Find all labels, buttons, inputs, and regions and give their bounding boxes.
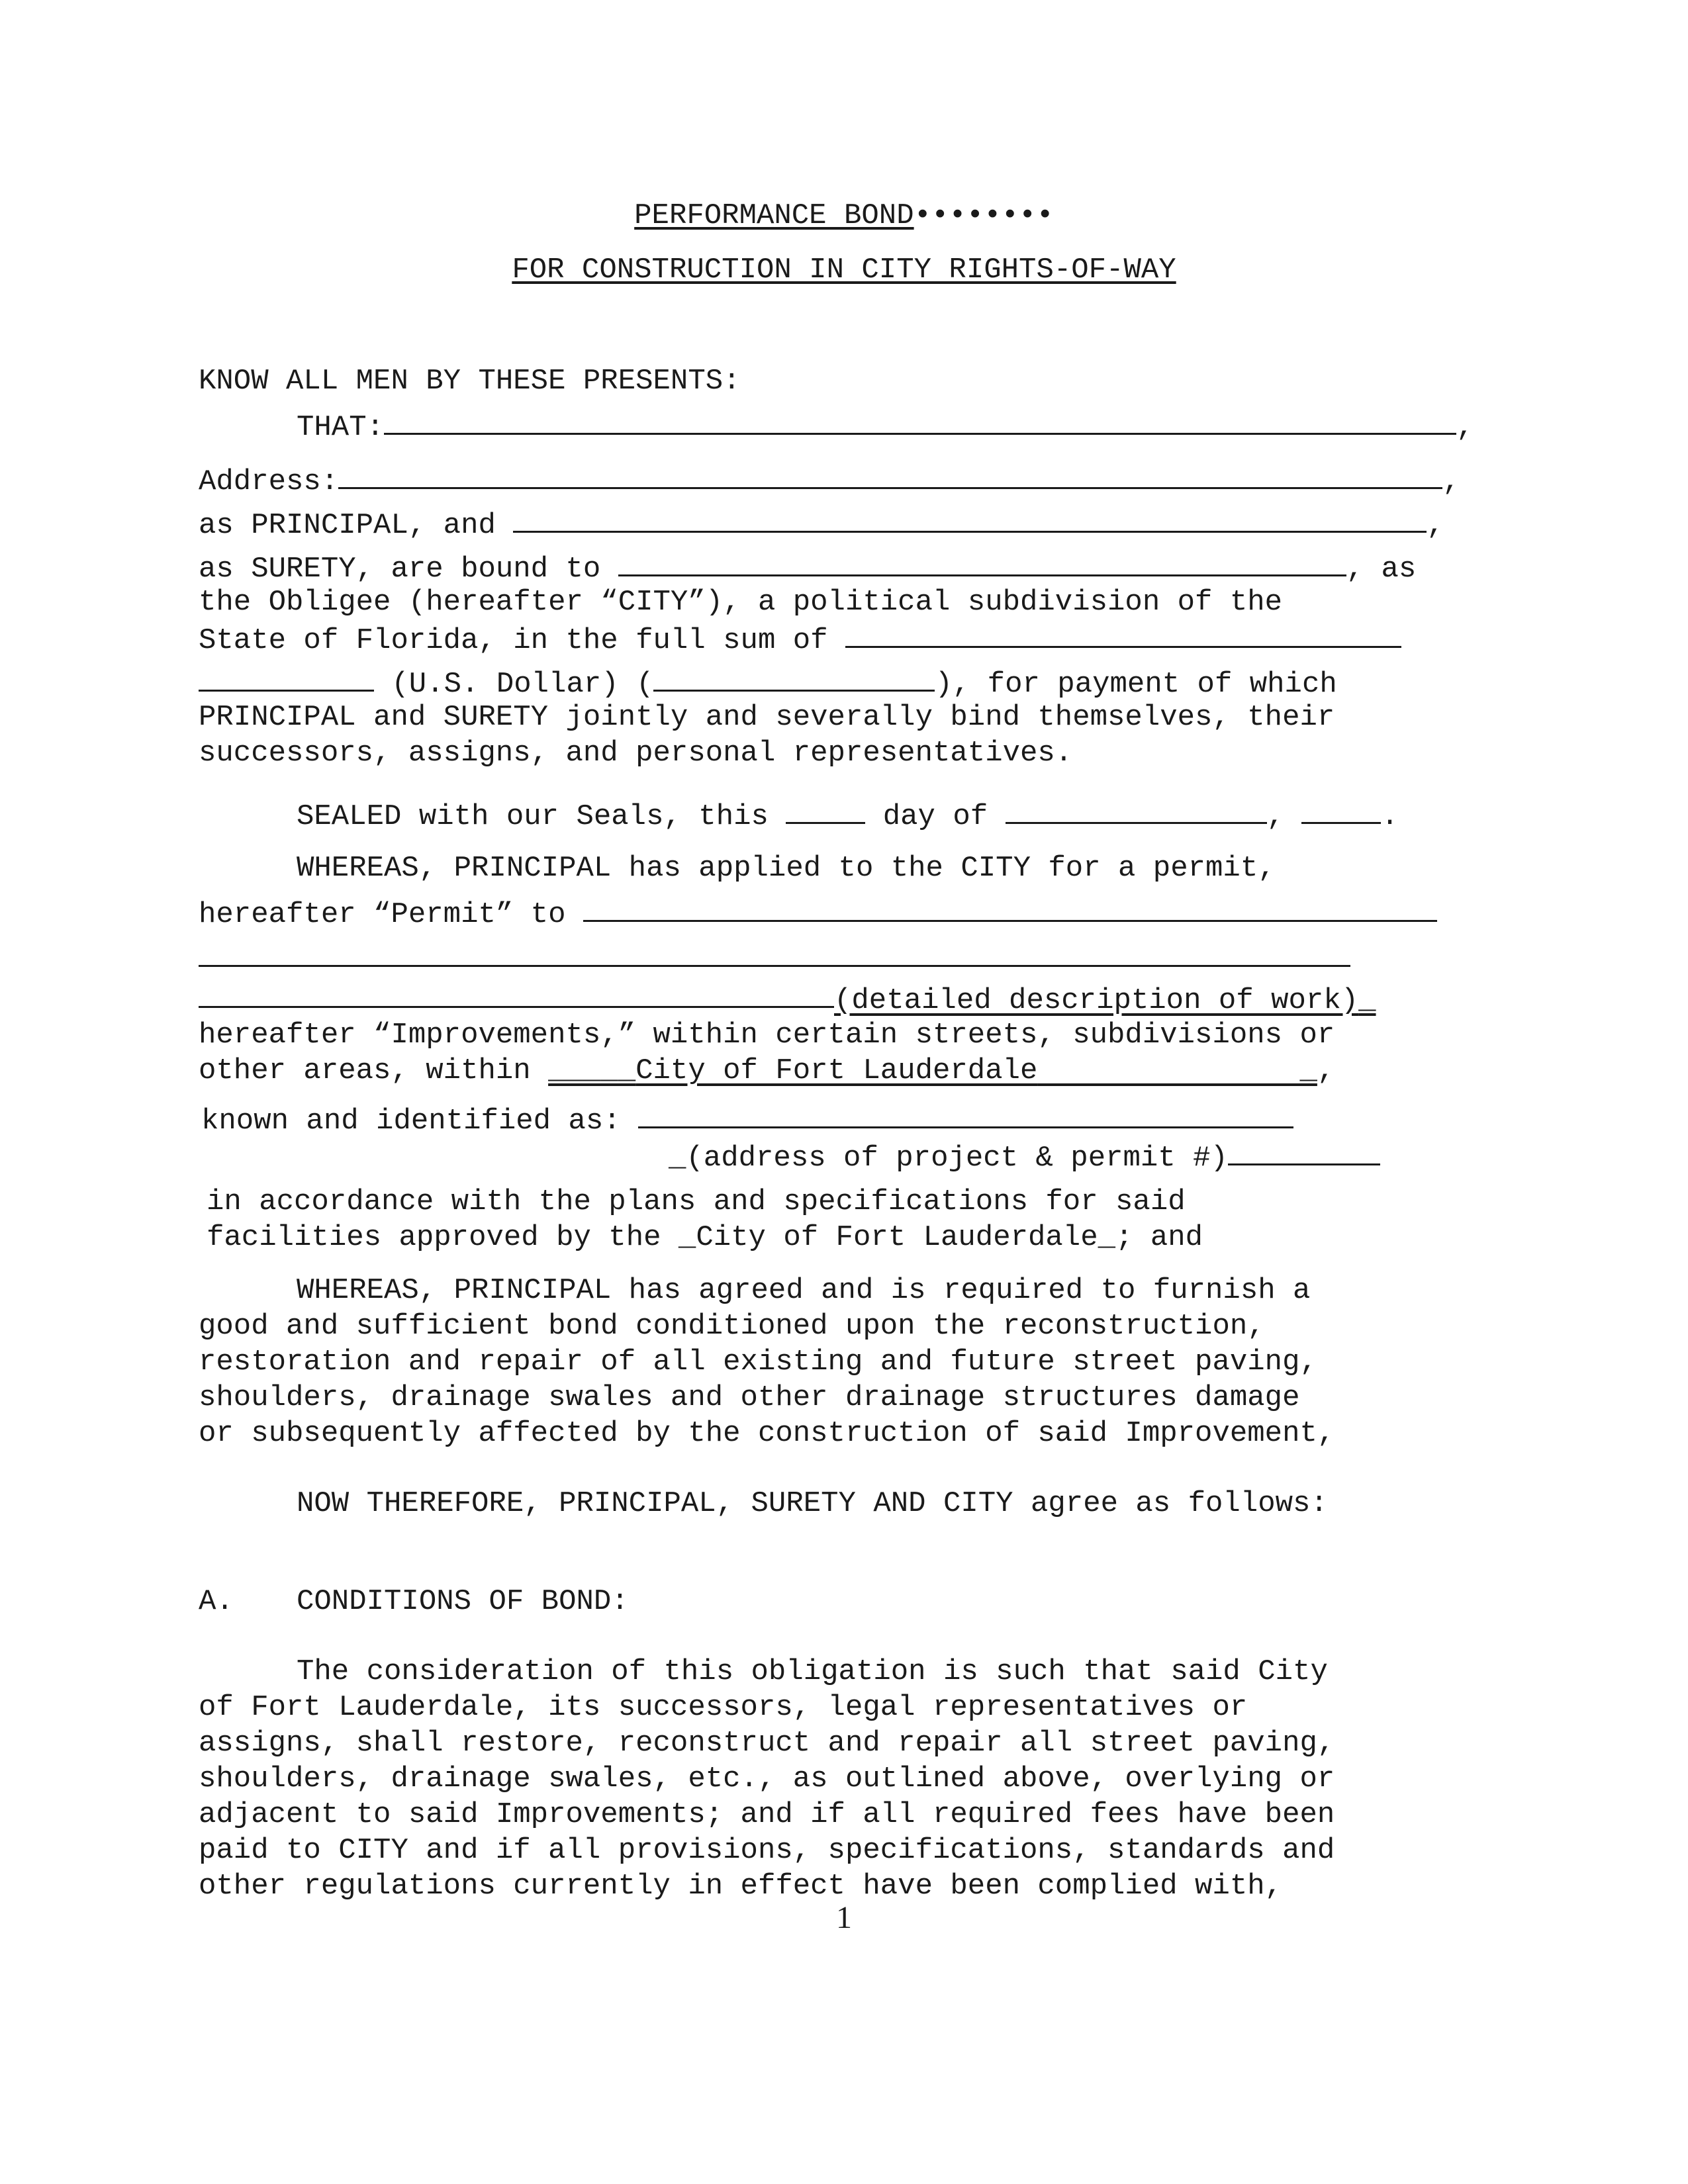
plans-line-2: facilities approved by the _City of Fort Lauderdale_; and [207,1221,1203,1254]
address-label: Address: [199,465,339,498]
permit-line-2 [199,940,1350,977]
principal-name-line: THAT: , [297,408,1474,445]
plans-line-1: in accordance with the plans and specifications for said [207,1185,1186,1218]
section-a-title: CONDITIONS OF BOND: [297,1585,629,1618]
sum-figures-blank[interactable] [653,664,935,692]
whereas-bond-line-4: shoulders, drainage swales and other drainage structures damage [199,1381,1300,1414]
subtitle-text: FOR CONSTRUCTION IN CITY RIGHTS-OF-WAY [512,253,1176,287]
surety-label: as SURETY, are bound to [199,553,618,586]
bind-line: PRINCIPAL and SURETY jointly and severally bind themselves, their [199,701,1335,734]
obligee-line: the Obligee (hereafter “CITY”), a political subdivision of the [199,586,1283,619]
year-blank[interactable] [1301,797,1381,824]
work-description-blank[interactable] [199,981,834,1008]
sealed-label: SEALED with our Seals, this [297,800,786,833]
project-address-blank[interactable] [1228,1138,1380,1165]
project-identity-blank[interactable] [638,1101,1293,1128]
principal-label: as PRINCIPAL, and [199,509,514,542]
title-dots: •••••••• [914,199,1054,232]
sum-words-blank-2[interactable] [199,664,374,692]
city-name-fill[interactable]: City of Fort Lauderdale [635,1054,1038,1087]
now-therefore-line: NOW THEREFORE, PRINCIPAL, SURETY AND CITY agree as follows: [297,1487,1328,1520]
whereas-permit-line: WHEREAS, PRINCIPAL has applied to the CITY for a permit, [297,852,1276,885]
whereas-bond-line-5: or subsequently affected by the construction of said Improvement, [199,1417,1335,1450]
address-blank[interactable] [338,462,1442,489]
known-label: known and identified as: [201,1105,639,1138]
document-title [0,199,1688,233]
consideration-line-2: of Fort Lauderdale, its successors, legal representatives or [199,1691,1248,1724]
dollar-line [199,664,1337,702]
permit-purpose-blank[interactable] [583,895,1437,922]
page-number: 1 [836,1900,852,1935]
month-blank[interactable] [1006,797,1267,824]
within-label: other areas, within [199,1054,549,1087]
principal-line: as PRINCIPAL, and , [199,506,1444,543]
known-line [201,1101,1293,1138]
improvements-line: hereafter “Improvements,” within certain streets, subdivisions or [199,1019,1335,1052]
consideration-line-3: assigns, shall restore, reconstruct and repair all street paving, [199,1727,1335,1760]
section-a-label: A. [199,1585,234,1618]
project-address-hint: (address of project & permit #) [686,1142,1228,1175]
that-label: THAT: [297,411,385,444]
consideration-line-4: shoulders, drainage swales, etc., as outlined above, overlying or [199,1762,1335,1796]
document-subtitle [0,253,1688,287]
title-text: PERFORMANCE BOND [634,199,914,232]
dollar-label: (U.S. Dollar) ( [374,668,654,701]
permit-line [199,895,1437,932]
address-line: Address: , [199,462,1460,499]
surety-name-blank[interactable] [513,506,1427,533]
whereas-bond-line-2: good and sufficient bond conditioned upon the reconstruction, [199,1310,1265,1343]
whereas-bond-line-1: WHEREAS, PRINCIPAL has agreed and is required to furnish a [297,1274,1311,1307]
preamble: KNOW ALL MEN BY THESE PRESENTS: [199,365,741,398]
sum-line [199,621,1401,658]
whereas-bond-line-3: restoration and repair of all existing and future street paving, [199,1345,1317,1379]
surety-line [199,549,1416,586]
sum-label: State of Florida, in the full sum of [199,624,845,657]
work-description-hint: (detailed description of work) [834,984,1359,1017]
work-description-line: (detailed description of work)_ [199,981,1376,1018]
day-of-label: day of [865,800,1006,833]
within-line: other areas, within _____City of Fort Lauderdale _, [199,1054,1335,1087]
consideration-line-7: other regulations currently in effect have been complied with, [199,1870,1283,1903]
obligee-blank[interactable] [618,549,1346,576]
dollar-line-end: ), for payment of which [935,668,1337,701]
day-blank[interactable] [786,797,865,824]
consideration-line-1: The consideration of this obligation is such that said City [297,1655,1328,1688]
sealed-line: SEALED with our Seals, this day of , . [297,797,1399,834]
sum-words-blank[interactable] [845,621,1401,648]
consideration-line-6: paid to CITY and if all provisions, specifications, standards and [199,1834,1335,1867]
permit-label: hereafter “Permit” to [199,898,583,931]
surety-line-end: , as [1346,553,1417,586]
consideration-line-5: adjacent to said Improvements; and if all required fees have been [199,1798,1335,1831]
principal-name-blank[interactable] [384,408,1456,435]
permit-purpose-blank-2[interactable] [199,940,1350,967]
project-address-line: _(address of project & permit #) [669,1138,1380,1175]
successors-line: successors, assigns, and personal representatives. [199,737,1073,770]
